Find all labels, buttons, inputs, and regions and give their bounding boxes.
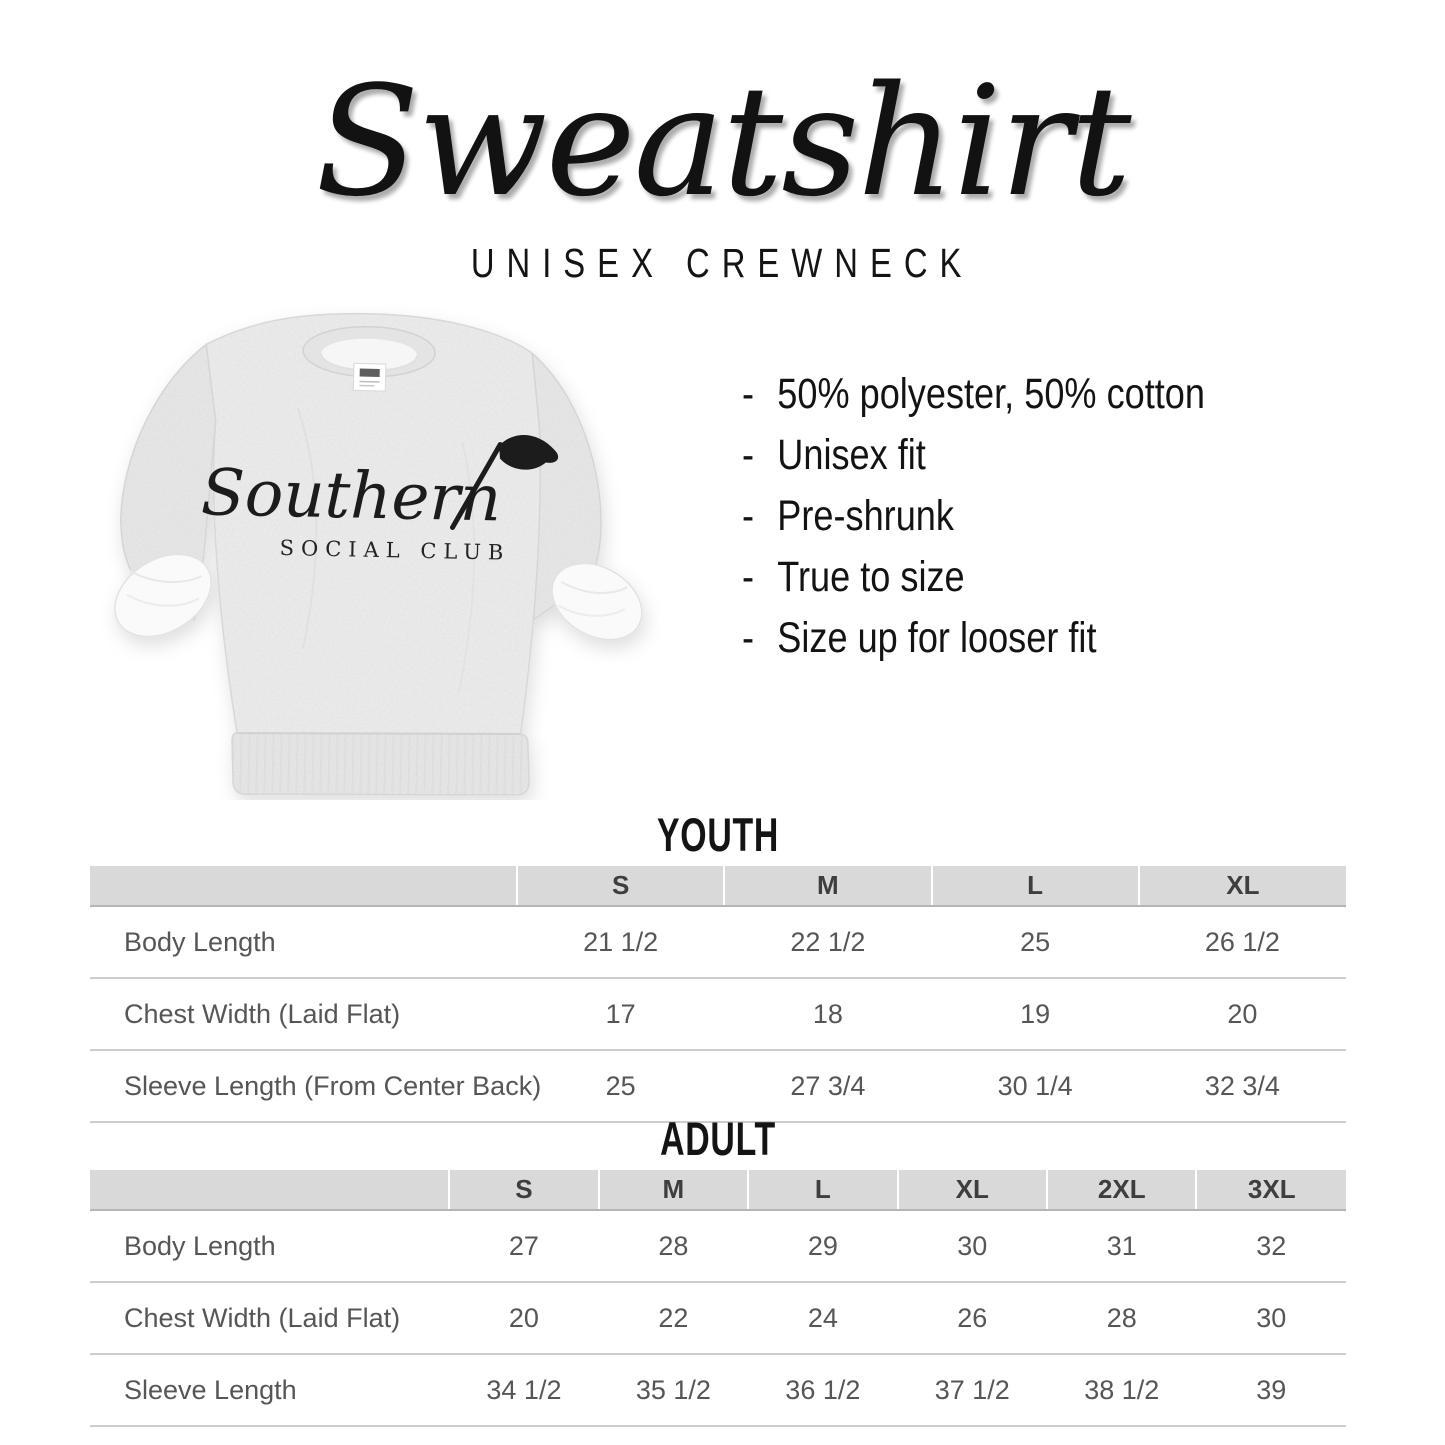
size-value-cell: 35 1/2 xyxy=(599,1354,748,1426)
size-value-cell: 18 xyxy=(724,978,931,1050)
size-value-cell: 31 xyxy=(1047,1210,1196,1282)
feature-item xyxy=(742,547,1205,608)
page-subtitle xyxy=(0,240,1445,287)
print-script-text: Southern xyxy=(200,456,502,537)
feature-text: 50% polyester, 50% cotton xyxy=(777,370,1205,418)
size-chart xyxy=(90,1114,1346,1427)
feature-item xyxy=(742,364,1205,425)
size-value-cell: 17 xyxy=(517,978,724,1050)
bullet-dash: - xyxy=(742,614,755,662)
size-value-cell: 28 xyxy=(1047,1282,1196,1354)
row-label-cell: Body Length xyxy=(90,906,517,978)
print-caps-text: SOCIAL CLUB xyxy=(279,535,511,565)
size-value-cell: 37 1/2 xyxy=(898,1354,1047,1426)
neck-tag xyxy=(353,363,386,391)
feature-text: Unisex fit xyxy=(777,431,926,479)
row-label-cell: Chest Width (Laid Flat) xyxy=(90,1282,449,1354)
size-value-cell: 19 xyxy=(932,978,1139,1050)
size-value-cell: 27 3/4 xyxy=(724,1050,931,1122)
size-table xyxy=(90,1170,1346,1427)
bullet-dash: - xyxy=(742,370,755,418)
size-value-cell: 26 xyxy=(898,1282,1047,1354)
bullet-dash: - xyxy=(742,431,755,479)
column-header-cell: M xyxy=(599,1170,748,1210)
corner-header-cell xyxy=(90,1170,449,1210)
size-table xyxy=(90,866,1346,1123)
table-row xyxy=(90,1282,1346,1354)
size-value-cell: 36 1/2 xyxy=(748,1354,897,1426)
product-photo xyxy=(100,300,660,800)
size-value-cell: 38 1/2 xyxy=(1047,1354,1196,1426)
page-title: Sweatshirt xyxy=(315,53,1130,230)
size-value-cell: 30 xyxy=(1196,1282,1346,1354)
feature-item xyxy=(742,425,1205,486)
column-header-cell: S xyxy=(449,1170,598,1210)
column-header-cell: 2XL xyxy=(1047,1170,1196,1210)
size-value-cell: 25 xyxy=(517,1050,724,1122)
table-row xyxy=(90,978,1346,1050)
size-table-header-row xyxy=(90,866,1346,906)
size-value-cell: 34 1/2 xyxy=(449,1354,598,1426)
row-label-cell: Chest Width (Laid Flat) xyxy=(90,978,517,1050)
size-value-cell: 26 1/2 xyxy=(1139,906,1346,978)
corner-header-cell xyxy=(90,866,517,906)
feature-item xyxy=(742,608,1205,669)
row-label-cell: Sleeve Length xyxy=(90,1354,449,1426)
feature-text: Pre-shrunk xyxy=(777,492,954,540)
bullet-dash: - xyxy=(742,553,755,601)
column-header-cell: L xyxy=(932,866,1139,906)
page-subtitle-text: UNISEX CREWNECK xyxy=(471,240,974,286)
table-row xyxy=(90,1210,1346,1282)
feature-text: Size up for looser fit xyxy=(777,614,1097,662)
column-header-cell: 3XL xyxy=(1196,1170,1346,1210)
sweatshirt-graphic xyxy=(100,300,660,800)
bullet-dash: - xyxy=(742,492,755,540)
table-row xyxy=(90,906,1346,978)
size-value-cell: 24 xyxy=(748,1282,897,1354)
size-value-cell: 28 xyxy=(599,1210,748,1282)
feature-text: True to size xyxy=(777,553,965,601)
size-value-cell: 32 xyxy=(1196,1210,1346,1282)
size-chart xyxy=(90,810,1346,1123)
size-value-cell: 27 xyxy=(449,1210,598,1282)
size-value-cell: 25 xyxy=(932,906,1139,978)
size-value-cell: 20 xyxy=(449,1282,598,1354)
size-value-cell: 30 xyxy=(898,1210,1047,1282)
size-value-cell: 22 xyxy=(599,1282,748,1354)
size-value-cell: 21 1/2 xyxy=(517,906,724,978)
column-header-cell: XL xyxy=(898,1170,1047,1210)
column-header-cell: M xyxy=(724,866,931,906)
column-header-cell: L xyxy=(748,1170,897,1210)
features-list xyxy=(742,364,1205,669)
table-row xyxy=(90,1354,1346,1426)
size-value-cell: 20 xyxy=(1139,978,1346,1050)
row-label-cell: Sleeve Length (From Center Back) xyxy=(90,1050,517,1122)
size-value-cell: 22 1/2 xyxy=(724,906,931,978)
size-chart-title: YOUTH xyxy=(656,808,780,861)
row-label-cell: Body Length xyxy=(90,1210,449,1282)
size-value-cell: 30 1/4 xyxy=(932,1050,1139,1122)
size-value-cell: 29 xyxy=(748,1210,897,1282)
column-header-cell: XL xyxy=(1139,866,1346,906)
size-table-header-row xyxy=(90,1170,1346,1210)
size-chart-title: ADULT xyxy=(660,1112,776,1165)
column-header-cell: S xyxy=(517,866,724,906)
feature-item xyxy=(742,486,1205,547)
size-value-cell: 39 xyxy=(1196,1354,1346,1426)
size-value-cell: 32 3/4 xyxy=(1139,1050,1346,1122)
